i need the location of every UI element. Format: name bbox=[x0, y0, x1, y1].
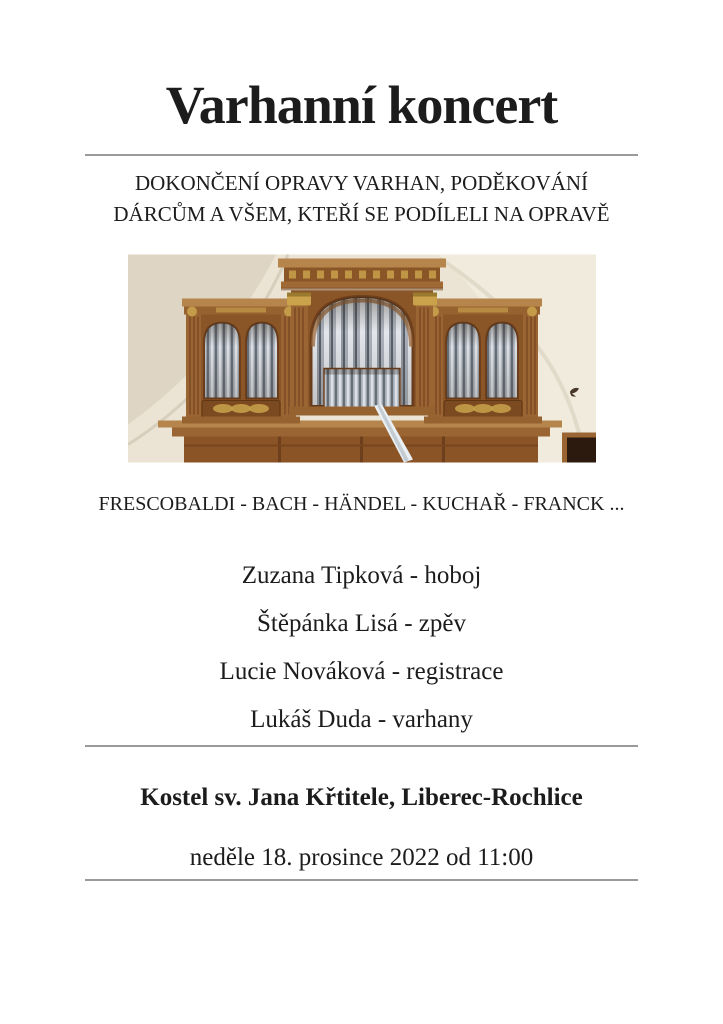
subtitle-line-2: DÁRCŮM A VŠEM, KTEŘÍ SE PODÍLELI NA OPRAVĚ bbox=[113, 202, 610, 226]
subtitle-line-1: DOKONČENÍ OPRAVY VARHAN, PODĚKOVÁNÍ bbox=[134, 171, 589, 195]
organ-illustration bbox=[128, 254, 596, 463]
date-line: neděle 18. prosince 2022 od 11:00 bbox=[189, 844, 534, 871]
poster-subtitle bbox=[85, 168, 638, 230]
divider-top bbox=[85, 154, 638, 156]
performer-registration: Lucie Nováková - registrace bbox=[219, 658, 504, 685]
poster-title: Varhanní koncert bbox=[165, 75, 558, 135]
venue-line: Kostel sv. Jana Křtitele, Liberec-Rochlice bbox=[140, 784, 583, 811]
performer-voice: Štěpánka Lisá - zpěv bbox=[257, 610, 466, 637]
divider-bottom bbox=[85, 879, 638, 881]
performer-oboe: Zuzana Tipková - hoboj bbox=[241, 562, 482, 589]
organ-photo bbox=[128, 254, 596, 463]
divider-middle bbox=[85, 745, 638, 747]
poster-content bbox=[0, 74, 723, 881]
program-composers: FRESCOBALDI - BACH - HÄNDEL - KUCHAŘ - FRANCK ... bbox=[98, 493, 625, 515]
doorway-opening bbox=[567, 438, 596, 463]
performer-organ: Lukáš Duda - varhany bbox=[250, 706, 473, 733]
performers-list bbox=[85, 559, 638, 737]
